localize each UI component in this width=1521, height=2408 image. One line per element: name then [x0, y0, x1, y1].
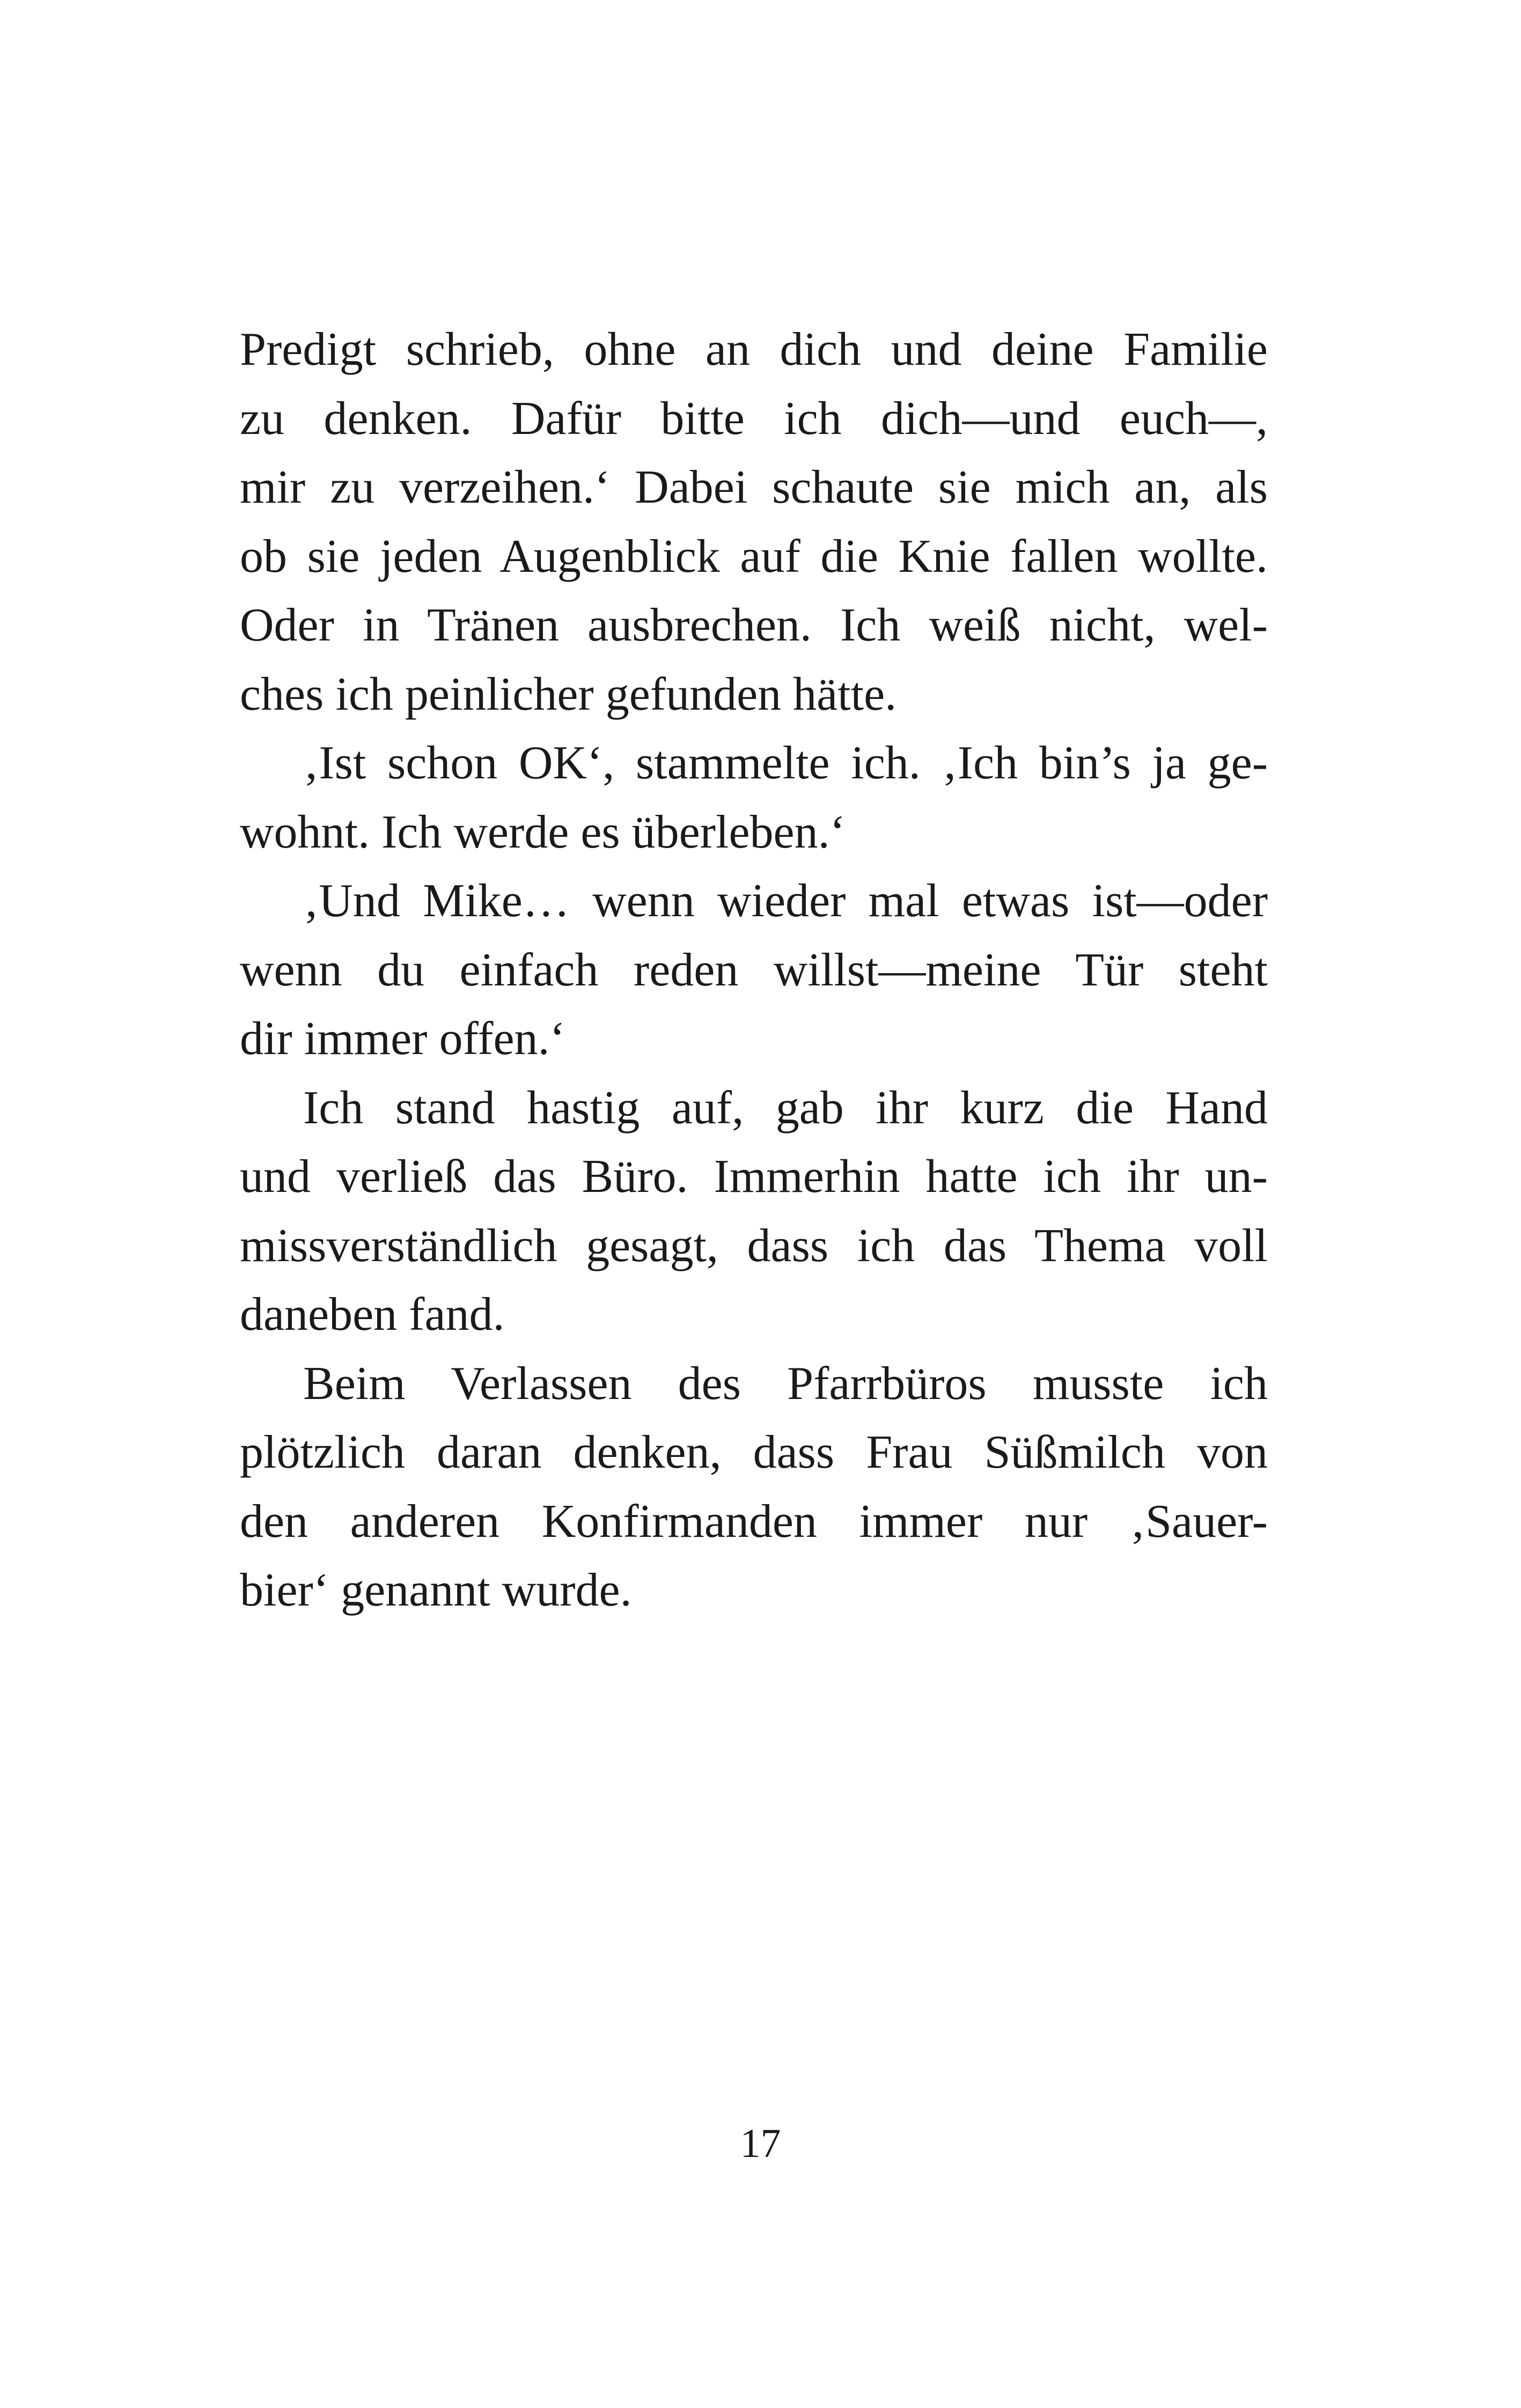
text-line: ‚Und Mike… wenn wieder mal etwas ist—oder [303, 875, 1268, 927]
text-line: und verließ das Büro. Immerhin hatte ich ihr un- [240, 1151, 1268, 1203]
text-line: wohnt. Ich werde es überleben.‘ [240, 806, 846, 858]
text-line: ches ich peinlicher gefunden hätte. [240, 668, 897, 720]
text-line: ‚Ist schon OK‘, stammelte ich. ‚Ich bin’s ja ge- [303, 737, 1268, 789]
text-line: Ich stand hastig auf, gab ihr kurz die Hand [303, 1081, 1268, 1134]
text-line: Oder in Tränen ausbrechen. Ich weiß nicht, wel- [240, 599, 1268, 651]
body-text [240, 315, 1268, 1625]
page-number: 17 [740, 2121, 781, 2166]
paragraph-2 [240, 729, 1268, 867]
paragraph-1 [240, 315, 1268, 729]
paragraph-3 [240, 867, 1268, 1074]
text-line: plötzlich daran denken, dass Frau Süßmilch von [240, 1426, 1268, 1478]
text-line: dir immer offen.‘ [240, 1013, 565, 1065]
text-line: Predigt schrieb, ohne an dich und deine Familie [240, 323, 1268, 375]
text-line: zu denken. Dafür bitte ich dich—und euch—, [240, 392, 1268, 445]
text-line: mir zu verzeihen.‘ Dabei schaute sie mich an, als [240, 461, 1268, 513]
text-line: ob sie jeden Augenblick auf die Knie fallen wollte. [240, 530, 1268, 583]
text-line: Beim Verlassen des Pfarrbüros musste ich [303, 1357, 1268, 1410]
paragraph-5 [240, 1350, 1268, 1625]
text-line: den anderen Konfirmanden immer nur ‚Sauer- [240, 1495, 1268, 1548]
text-line: wenn du einfach reden willst—meine Tür steht [240, 944, 1268, 996]
text-line: daneben fand. [240, 1288, 505, 1341]
text-line: bier‘ genannt wurde. [240, 1564, 632, 1616]
paragraph-4 [240, 1074, 1268, 1350]
text-line: missverständlich gesagt, dass ich das Thema voll [240, 1219, 1268, 1272]
